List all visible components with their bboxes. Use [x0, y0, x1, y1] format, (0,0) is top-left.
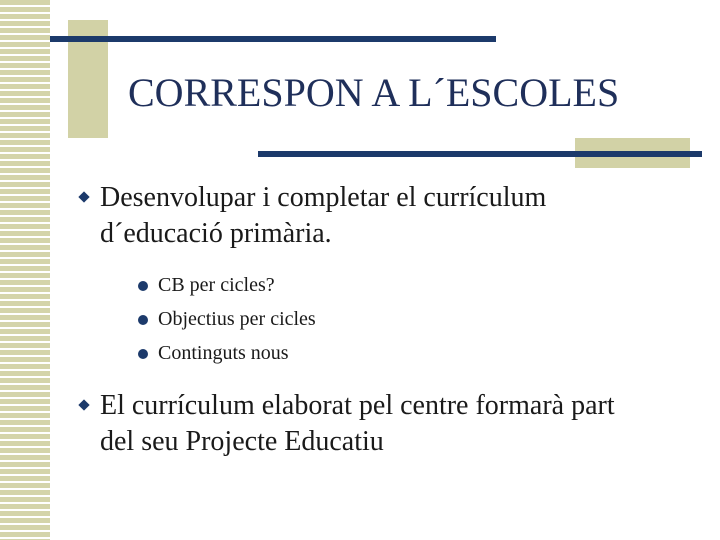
sub-bullet-text: CB per cicles? — [158, 274, 275, 296]
sub-bullet-list — [138, 268, 706, 370]
diamond-bullet-icon — [78, 191, 89, 202]
left-stripe-decoration — [0, 0, 50, 540]
round-bullet-icon — [138, 315, 148, 325]
round-bullet-icon — [138, 349, 148, 359]
bullet-item-2-line-2: del seu Projecte Educatiu — [100, 426, 384, 457]
bullet-item-1-line-2: d´educació primària. — [100, 218, 332, 249]
title-top-rule — [50, 36, 496, 42]
sub-bullet-text: Objectius per cicles — [158, 308, 316, 330]
bullet-item-2-line-1: El currículum elaborat pel centre formarà part — [100, 390, 615, 421]
slide-title: CORRESPON A L´ESCOLES — [128, 70, 620, 115]
sub-bullet-item — [138, 268, 706, 302]
bullet-item-1-line-1: Desenvolupar i completar el currículum — [100, 182, 547, 213]
title-bottom-rule — [258, 151, 702, 157]
round-bullet-icon — [138, 281, 148, 291]
sub-bullet-item — [138, 336, 706, 370]
diamond-bullet-icon — [78, 399, 89, 410]
bullet-item-1 — [76, 180, 706, 252]
sub-bullet-item — [138, 302, 706, 336]
sub-bullet-text: Continguts nous — [158, 342, 289, 364]
bullet-item-2 — [76, 388, 706, 460]
slide-content — [76, 180, 706, 460]
